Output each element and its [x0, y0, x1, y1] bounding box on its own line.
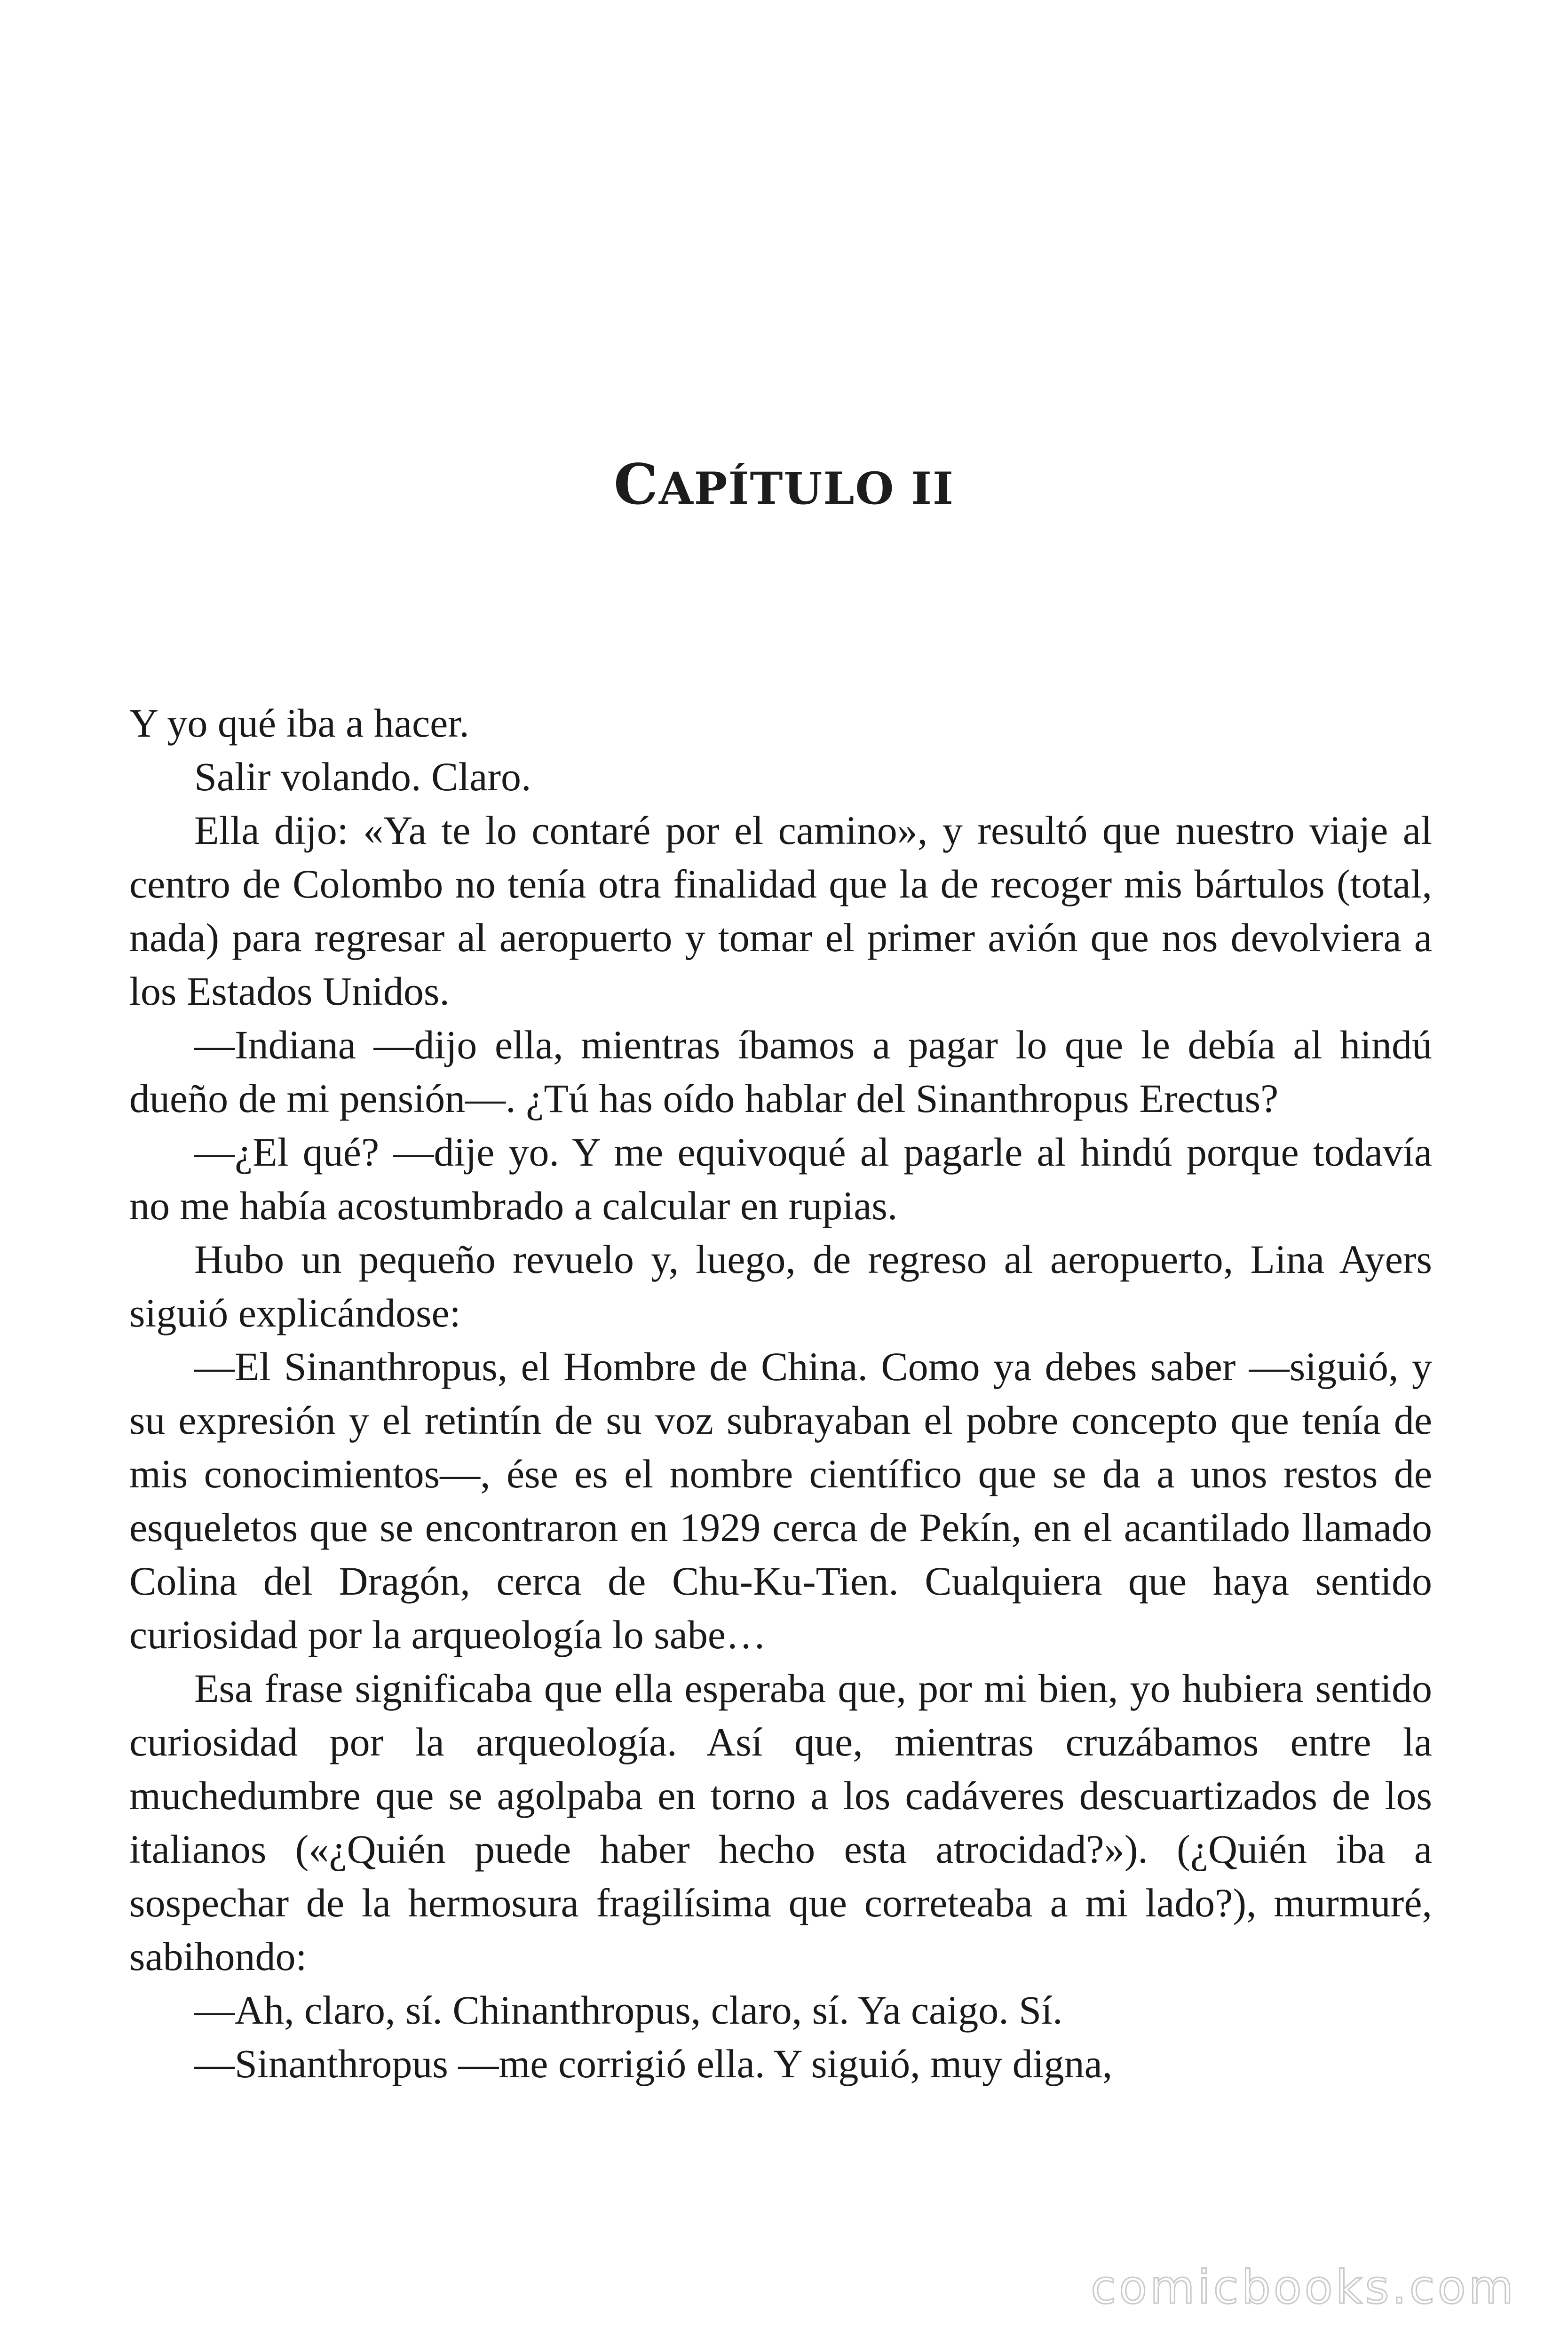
chapter-title	[0, 452, 1568, 517]
paragraph: Ella dijo: «Ya te lo contaré por el camino», y resultó que nuestro viaje al centro de Colombo no tenía otra finalidad que la de recoger mis bártulos (total, nada) para regresar al aeropuerto y tomar el primer avión que nos devolviera a los Estados Unidos.	[129, 808, 1432, 1014]
paragraph: Y yo qué iba a hacer.	[129, 700, 469, 746]
paragraph: —Indiana —dijo ella, mientras íbamos a pagar lo que le debía al hindú dueño de mi pensión—. ¿Tú has oído hablar del Sinanthropus Erectus?	[129, 1022, 1432, 1121]
paragraph: —Sinanthropus —me corrigió ella. Y siguió, muy digna,	[194, 2041, 1113, 2086]
paragraph: —¿El qué? —dije yo. Y me equivoqué al pagarle al hindú porque todavía no me había acostumbrado a calcular en rupias.	[129, 1129, 1432, 1228]
paragraph: Esa frase significaba que ella esperaba que, por mi bien, yo hubiera sentido curiosidad por la arqueología. Así que, mientras cruzábamos entre la muchedumbre que se agolpaba en torno a los cadáveres descuartizados de los italianos («¿Quién puede haber hecho esta atrocidad?»). (¿Quién iba a sospechar de la hermosura fragilísima que correteaba a mi lado?), murmuré, sabihondo:	[129, 1666, 1432, 1979]
chapter-body	[129, 696, 1432, 2090]
paragraph: —Ah, claro, sí. Chinanthropus, claro, sí. Ya caigo. Sí.	[194, 1987, 1063, 2033]
chapter-title-initial: C	[613, 452, 659, 517]
paragraph: Hubo un pequeño revuelo y, luego, de regreso al aeropuerto, Lina Ayers siguió explicándose:	[129, 1237, 1432, 1335]
chapter-title-rest: APÍTULO II	[658, 463, 955, 515]
watermark: comicbooks.com	[1091, 2261, 1516, 2314]
paragraph: —El Sinanthropus, el Hombre de China. Como ya debes saber —siguió, y su expresión y el retintín de su voz subrayaban el pobre concepto que tenía de mis conocimientos—, ése es el nombre científico que se da a unos restos de esqueletos que se encontraron en 1929 cerca de Pekín, en el acantilado llamado Colina del Dragón, cerca de Chu-Ku-Tien. Cualquiera que haya sentido curiosidad por la arqueología lo sabe…	[129, 1344, 1432, 1657]
paragraph: Salir volando. Claro.	[194, 754, 531, 799]
